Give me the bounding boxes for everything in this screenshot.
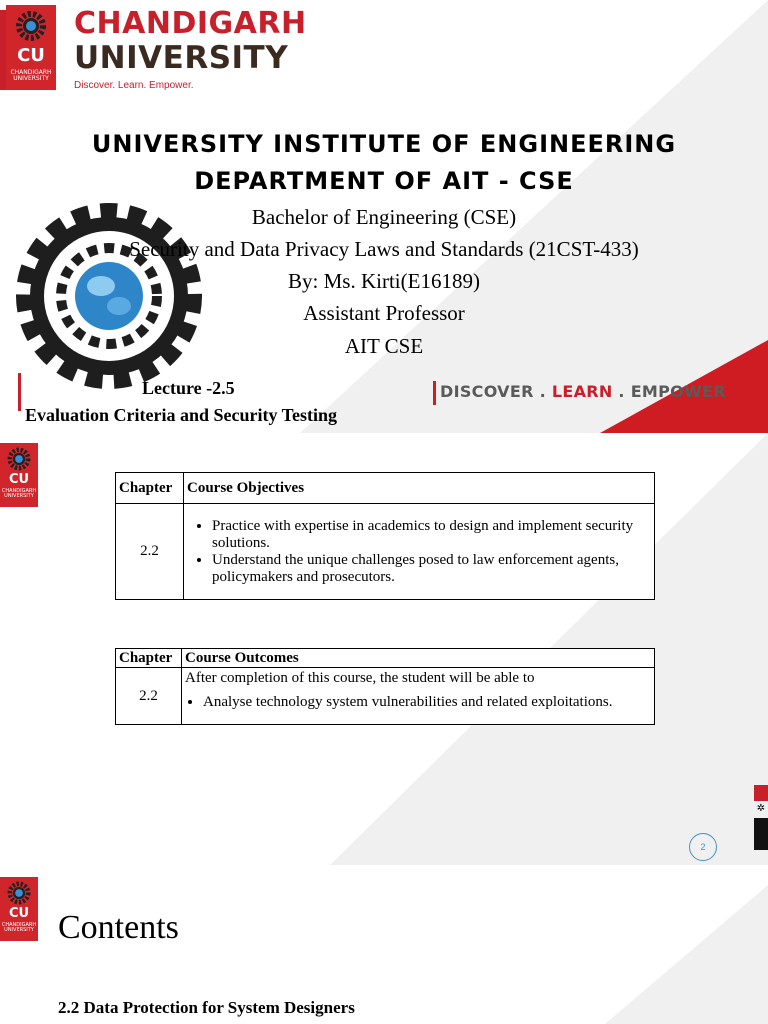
heading-institute: UNIVERSITY INSTITUTE OF ENGINEERING xyxy=(91,130,677,158)
list-item: • Understand the unique challenges posed to law enforcement agents, policymakers and prosecutors. xyxy=(212,552,648,586)
gear-globe-icon xyxy=(6,880,32,906)
logo-sub-2: UNIVERSITY xyxy=(4,493,34,499)
logo-sub-2: UNIVERSITY xyxy=(13,75,49,82)
discover-word: DISCOVER xyxy=(440,382,534,401)
table-row xyxy=(116,504,655,600)
department-line: AIT CSE xyxy=(344,334,424,358)
contents-slide xyxy=(0,865,768,1024)
outcomes-table xyxy=(115,648,655,725)
logo-sub-2: UNIVERSITY xyxy=(4,927,34,933)
page-number-badge: 2 xyxy=(689,833,717,861)
objectives-table xyxy=(115,472,655,600)
edge-red-block xyxy=(754,785,768,801)
heading-department: DEPARTMENT OF AIT - CSE xyxy=(194,167,574,195)
chapter-header: Chapter xyxy=(116,649,182,668)
discover-learn-empower xyxy=(440,382,726,401)
chapter-header: Chapter xyxy=(116,473,184,504)
table-row xyxy=(116,668,655,725)
lecture-topic: Evaluation Criteria and Security Testing xyxy=(25,405,338,425)
list-item: • Analyse technology system vulnerabilities and related exploitations. xyxy=(203,694,651,711)
edge-gear-icon: ✲ xyxy=(756,803,766,814)
objectives-header: Course Objectives xyxy=(184,473,655,504)
gear-globe-icon xyxy=(6,446,32,472)
chapter-cell: 2.2 xyxy=(116,668,182,725)
edge-dark-block xyxy=(754,818,768,850)
discover-accent-bar xyxy=(433,381,436,405)
learn-word: LEARN xyxy=(551,382,613,401)
outcomes-cell xyxy=(182,668,655,725)
logo-sub-1: CHANDIGARH xyxy=(1,488,37,494)
list-item: • Practice with expertise in academics to design and implement security solutions. xyxy=(212,518,648,552)
degree-line: Bachelor of Engineering (CSE) xyxy=(251,205,517,229)
discover-dot-2: . xyxy=(612,382,631,401)
chapter-cell: 2.2 xyxy=(116,504,184,600)
gear-globe-icon xyxy=(14,9,48,43)
contents-title: Contents xyxy=(58,909,179,946)
outcomes-intro: After completion of this course, the student will be able to xyxy=(185,670,535,686)
course-line: Security and Data Privacy Laws and Standards (21CST-433) xyxy=(129,237,639,261)
designation-line: Assistant Professor xyxy=(303,301,465,325)
logo-sub-1: CHANDIGARH xyxy=(1,922,37,928)
table-header-row xyxy=(116,649,655,668)
cu-logo xyxy=(6,5,56,90)
objectives-slide xyxy=(0,433,768,865)
objectives-cell xyxy=(184,504,655,600)
cu-logo xyxy=(0,877,38,941)
outcomes-header: Course Outcomes xyxy=(182,649,655,668)
lecture-number: Lecture -2.5 xyxy=(142,378,235,398)
discover-dot-1: . xyxy=(533,382,552,401)
contents-item: 2.2 Data Protection for System Designers xyxy=(58,998,355,1017)
logo-sub-1: CHANDIGARH xyxy=(10,69,52,76)
empower-word: EMPOWER xyxy=(630,382,726,401)
objectives-list xyxy=(190,518,648,586)
title-slide xyxy=(0,0,768,433)
brand-tagline: Discover. Learn. Empower. xyxy=(74,80,194,91)
logo-abbr: CU xyxy=(8,472,30,487)
brand-line-1: CHANDIGARH xyxy=(74,6,307,41)
outcomes-list xyxy=(185,694,651,711)
lecture-accent-bar xyxy=(18,373,21,411)
logo-abbr: CU xyxy=(8,906,30,921)
cu-logo xyxy=(0,443,38,507)
brand-line-2: UNIVERSITY xyxy=(74,40,289,76)
table-header-row xyxy=(116,473,655,504)
author-line: By: Ms. Kirti(E16189) xyxy=(288,269,480,293)
logo-abbr: CU xyxy=(17,45,45,66)
